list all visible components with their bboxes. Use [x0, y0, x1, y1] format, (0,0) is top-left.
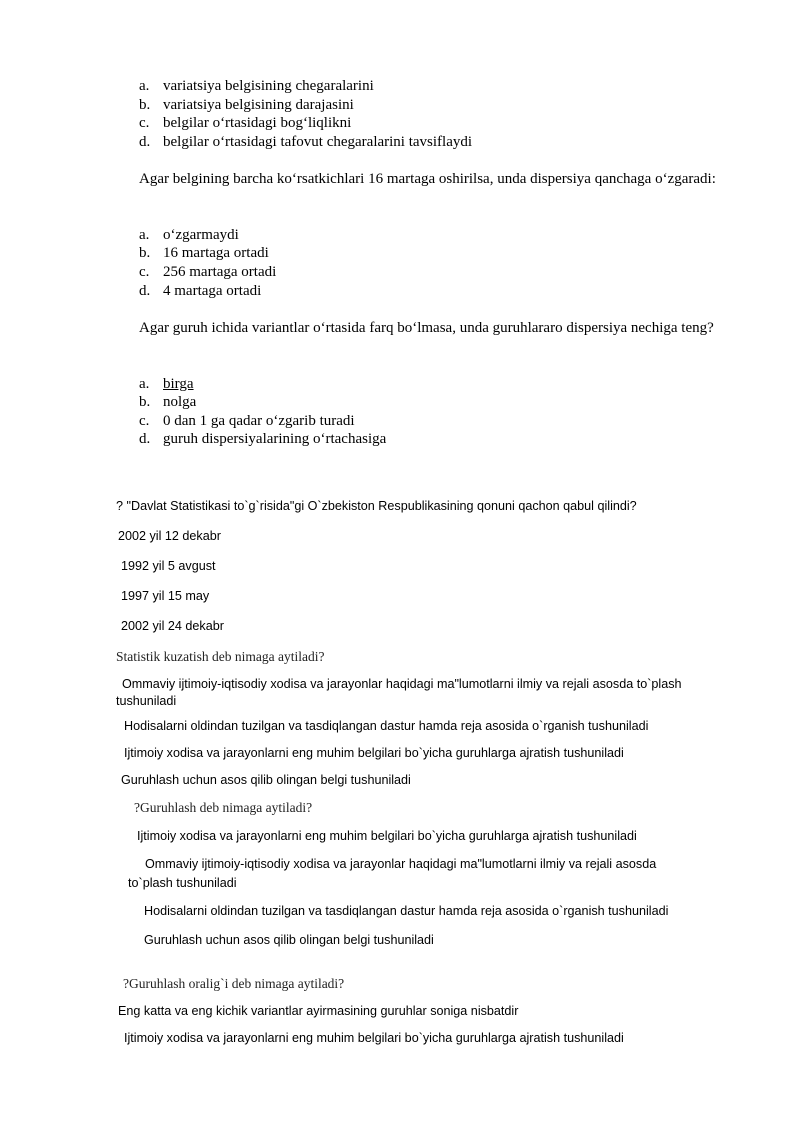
- q4-answer-3: 1997 yil 15 may: [121, 589, 210, 603]
- q1-option-d: d. belgilar oʻrtasidagi tafovut chegaralarini tavsiflaydi: [139, 134, 473, 150]
- q4-answer-4: 2002 yil 24 dekabr: [121, 619, 224, 633]
- q6-answer-1: Ijtimoiy xodisa va jarayonlarni eng muhim belgilari bo`yicha guruhlarga ajratish tushuniladi: [137, 829, 637, 843]
- q2-option-a: a. oʻzgarmaydi: [139, 227, 239, 243]
- q5-answer-2: Hodisalarni oldindan tuzilgan va tasdiqlangan dastur hamda reja asosida o`rganish tushuniladi: [124, 719, 649, 733]
- q2-question: Agar belgining barcha koʻrsatkichlari 16 martaga oshirilsa, unda dispersiya qanchaga oʻzgaradi:: [139, 171, 716, 187]
- q6-answer-2-cont: to`plash tushuniladi: [128, 876, 237, 890]
- q5-answer-4: Guruhlash uchun asos qilib olingan belgi tushuniladi: [121, 773, 411, 787]
- q3-option-b: b. nolga: [139, 394, 197, 410]
- q2-option-d: d. 4 martaga ortadi: [139, 283, 262, 299]
- q1-option-c: c. belgilar oʻrtasidagi bogʻliqlikni: [139, 115, 352, 131]
- q1-option-a: a. variatsiya belgisining chegaralarini: [139, 78, 374, 94]
- q6-answer-2: Ommaviy ijtimoiy-iqtisodiy xodisa va jarayonlar haqidagi ma"lumotlarni ilmiy va rejali asosda: [145, 857, 657, 871]
- q7-answer-2: Ijtimoiy xodisa va jarayonlarni eng muhim belgilari bo`yicha guruhlarga ajratish tushuniladi: [124, 1031, 624, 1045]
- q3-option-d: d. guruh dispersiyalarining oʻrtachasiga: [139, 431, 387, 447]
- q6-answer-3: Hodisalarni oldindan tuzilgan va tasdiqlangan dastur hamda reja asosida o`rganish tushuniladi: [144, 904, 669, 918]
- q6-question: ?Guruhlash deb nimaga aytiladi?: [134, 800, 313, 815]
- q3-question: Agar guruh ichida variantlar oʻrtasida farq boʻlmasa, unda guruhlararo dispersiya nechiga teng?: [139, 320, 714, 336]
- q2-option-c: c. 256 martaga ortadi: [139, 264, 277, 280]
- q3-option-a: a. birga: [139, 376, 194, 392]
- q4-answer-1: 2002 yil 12 dekabr: [118, 529, 221, 543]
- q2-option-b: b. 16 martaga ortadi: [139, 245, 269, 261]
- q5-question: Statistik kuzatish deb nimaga aytiladi?: [116, 649, 325, 664]
- q5-answer-3: Ijtimoiy xodisa va jarayonlarni eng muhim belgilari bo`yicha guruhlarga ajratish tushuniladi: [124, 746, 624, 760]
- q4-question: ? "Davlat Statistikasi to`g`risida"gi O`zbekiston Respublikasining qonuni qachon qabul qilindi?: [116, 499, 637, 513]
- q6-answer-4: Guruhlash uchun asos qilib olingan belgi tushuniladi: [144, 933, 434, 947]
- q1-option-b: b. variatsiya belgisining darajasini: [139, 97, 354, 113]
- q7-question: ?Guruhlash oralig`i deb nimaga aytiladi?: [123, 976, 345, 991]
- q3-option-c: c. 0 dan 1 ga qadar oʻzgarib turadi: [139, 413, 355, 429]
- q4-answer-2: 1992 yil 5 avgust: [121, 559, 216, 573]
- q5-answer-1: Ommaviy ijtimoiy-iqtisodiy xodisa va jarayonlar haqidagi ma"lumotlarni ilmiy va rejali asosda to`plash tushuniladi: [116, 677, 682, 708]
- q7-answer-1: Eng katta va eng kichik variantlar ayirmasining guruhlar soniga nisbatdir: [118, 1004, 519, 1018]
